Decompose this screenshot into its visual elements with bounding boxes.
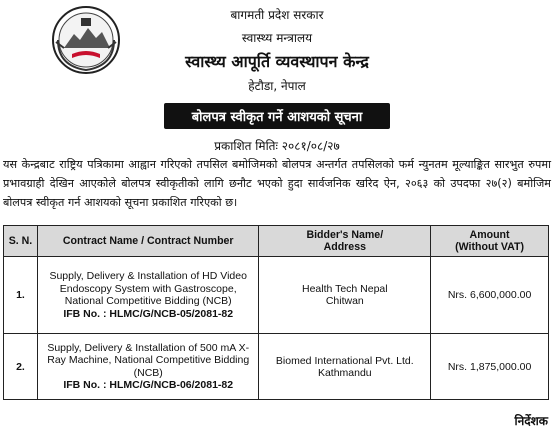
header-sn: S. N. (4, 226, 38, 257)
contract-name: Supply, Delivery & Installation of HD Video Endoscopy System with Gastroscope, National Competitive Bidding (NCB) (49, 270, 247, 307)
table-header-row (4, 226, 549, 257)
contracts-table (3, 225, 549, 400)
row-bidder (259, 257, 431, 334)
bidder-address: Chitwan (325, 295, 364, 307)
government-name: बागमती प्रदेश सरकार (230, 8, 324, 22)
header-amount (431, 226, 549, 257)
row-amount: Nrs. 1,875,000.00 (431, 334, 549, 400)
bidder-name: Biomed International Pvt. Ltd. (275, 354, 414, 367)
ministry-name: स्वास्थ्य मन्त्रालय (241, 31, 313, 45)
published-date: प्रकाशित मितिः २०८१/०८/२७ (214, 139, 340, 153)
row-sn: 2. (4, 334, 38, 400)
header-bidder-line2: Address (323, 241, 366, 253)
notice-title: बोलपत्र स्वीकृत गर्ने आशयको सूचना (164, 103, 390, 129)
table-row (4, 334, 549, 400)
bidder-name: Health Tech Nepal (301, 283, 388, 295)
header-bidder (259, 226, 431, 257)
header-contract: Contract Name / Contract Number (37, 226, 259, 257)
header-amount-line2: (Without VAT) (455, 241, 525, 253)
ifb-number: IFB No. : HLMC/G/NCB-05/2081-82 (63, 307, 234, 320)
bidder-address: Kathmandu (317, 366, 372, 379)
header-amount-line1: Amount (469, 229, 510, 241)
notice-body: यस केन्द्रबाट राष्ट्रिय पत्रिकामा आह्वान गरिएको तपसिल बमोजिमको बोलपत्र अन्तर्गत तपसिलको फर्म न्युनतम मूल्याङ्कित सारभुत रुपमा प्रभावग्राही देखिन आएकोले बोलपत्र स्वीकृतीको लागि छनौट भएको हुदा सार्वजनिक खरिद ऐन, २०६३ को उपदफा २७(२) बमोजिम बोलपत्र स्वीकृत गर्न आशयको सूचना प्रकाशित गरिएको छ। (3, 158, 551, 209)
ifb-number: IFB No. : HLMC/G/NCB-06/2081-82 (63, 379, 234, 391)
footer-signatory: निर्देशक (514, 414, 548, 428)
header-bidder-line1: Bidder's Name/ (306, 229, 384, 241)
row-bidder (259, 334, 431, 400)
office-name: स्वास्थ्य आपूर्ति व्यवस्थापन केन्द्र (185, 52, 369, 71)
office-location: हेटौडा, नेपाल (248, 79, 306, 93)
row-sn: 1. (4, 257, 38, 334)
row-amount: Nrs. 6,600,000.00 (431, 257, 549, 334)
table-row (4, 257, 549, 334)
row-contract (37, 257, 259, 334)
contract-name: Supply, Delivery & Installation of 500 mA X-Ray Machine, National Competitive Bidding (NCB) (47, 341, 250, 379)
row-contract (37, 334, 259, 400)
